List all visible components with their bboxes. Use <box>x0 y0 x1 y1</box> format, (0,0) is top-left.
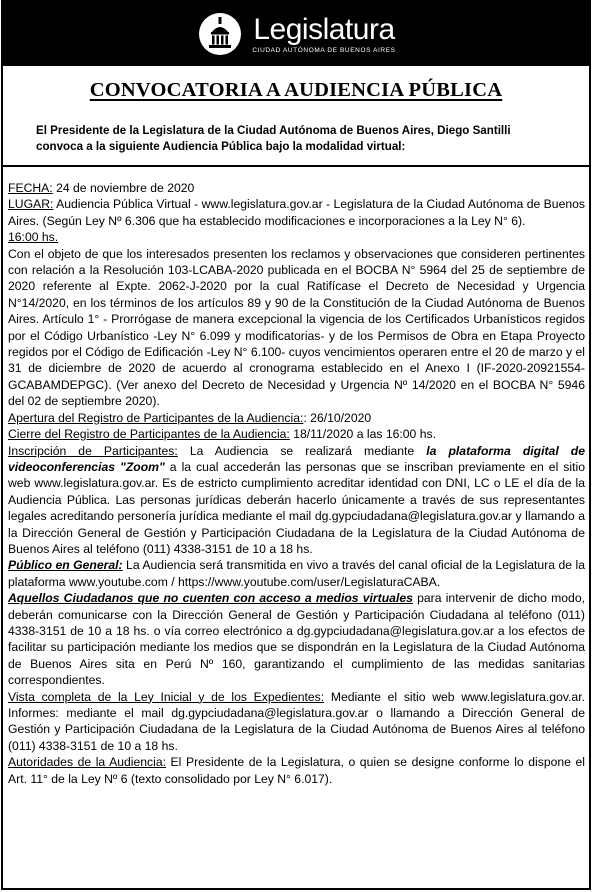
inscripcion-paragraph <box>8 443 585 558</box>
lugar-paragraph <box>8 196 585 229</box>
autoridades-paragraph <box>8 754 585 787</box>
autoridades-value: El Presidente de la Legislatura, o quien se designe conforme lo dispone el Art. 11° de la Ley Nº 6 (texto consolidado por Ley N° 6.017). <box>8 755 585 786</box>
cierre-value: 18/11/2020 a las 16:00 hs. <box>289 427 436 442</box>
cierre-label: Cierre del Registro de Participantes de la Audiencia: <box>8 427 290 442</box>
logo-name: Legislatura <box>253 12 395 46</box>
inscripcion-emphasis: la plataforma digital de videoconferencias "Zoom" <box>8 443 585 474</box>
fecha-value: 24 de noviembre de 2020 <box>52 181 195 195</box>
legislatura-logo <box>198 12 395 56</box>
lugar-label: LUGAR: <box>8 197 54 212</box>
fecha-line <box>8 180 585 196</box>
vista-paragraph <box>8 689 585 755</box>
cierre-line <box>8 426 585 442</box>
publico-value: La Audiencia será transmitida en vivo a través del canal oficial de la Legislatura de la plataforma www.youtube.com / https://www.youtube.com/user/LegislaturaCABA. <box>8 558 585 589</box>
hora-value: 16:00 hs. <box>8 230 59 245</box>
logo-subtitle: CIUDAD AUTÓNOMA DE BUENOS AIRES <box>252 46 396 54</box>
hora-line <box>8 229 585 245</box>
apertura-line <box>8 410 585 426</box>
publico-paragraph <box>8 557 585 590</box>
apertura-value: : 26/10/2020 <box>303 410 372 425</box>
notice-body <box>8 180 585 787</box>
sin-acceso-value: para intervenir de dicho modo, deberán comunicarse con la Dirección General de Gestión y Participación Ciudadana al teléfono (011) 4338-3151 de 10 a 18 hs. o vía correo electrónico a dg.gypciudadana@legislatura.gov.ar a los efectos de facilitar su participación mediante los medios que se dispondrán en la Legislatura de la Ciudad Autónoma de Buenos Aires sita en Perú Nº 160, garantizando el cumplimiento de las medidas sanitarias correspondientes. <box>8 591 586 688</box>
header-band <box>3 2 589 66</box>
sin-acceso-paragraph <box>8 590 585 688</box>
apertura-label: Apertura del Registro de Participantes de la Audiencia: <box>8 410 304 425</box>
fecha-label: FECHA: <box>8 181 53 195</box>
notice-frame <box>1 0 591 890</box>
intro-paragraph: El Presidente de la Legislatura de la Ciudad Autónoma de Buenos Aires, Diego Santilli convoca a la siguiente Audiencia Pública bajo la modalidad virtual: <box>36 124 511 153</box>
autoridades-label: Autoridades de la Audiencia: <box>8 755 166 770</box>
sin-acceso-label: Aquellos Ciudadanos que no cuenten con acceso a medios virtuales <box>8 591 413 606</box>
objeto-paragraph: Con el objeto de que los interesados presenten los reclamos y observaciones que consideren pertinentes con relación a la Resolución 103-LCABA-2020 publicada en el BOCBA N° 5964 del 25 de septiembre de 2020 referente al Expte. 2062-J-2020 por la cual Ratifícase el Decreto de Necesidad y Urgencia N°14/2020, en los términos de los artículos 89 y 90 de la Constitución de la Ciudad Autónoma de Buenos Aires. Artículo 1° - Prorrógase de manera excepcional la vigencia de los Certificados Urbanísticos regidos por el Código Urbanístico -Ley N° 6.099 y modificatorias- y de los Permisos de Obra en Etapa Proyecto regidos por el Código de Edificación -Ley N° 6.100- cuyos vencimientos operaren entre el 20 de marzo y el 31 de diciembre de 2020 de acuerdo al cronograma establecido en el Anexo I (IF-2020-20921554-GCABAMDEPGC). (Ver anexo del Decreto de Necesidad y Urgencia Nº 14/2020 en el BOCBA N° 5946 del 02 de septiembre 2020). <box>8 246 585 409</box>
inscripcion-pre: La Audiencia se realizará mediante <box>177 443 427 458</box>
legislature-building-emblem-icon <box>198 12 242 56</box>
vista-label: Vista completa de la Ley Inicial y de los Expedientes: <box>8 689 325 704</box>
inscripcion-label: Inscripción de Participantes: <box>8 443 178 458</box>
document-title-text: CONVOCATORIA A AUDIENCIA PÚBLICA <box>89 79 503 101</box>
vista-value: Mediante el sitio web www.legislatura.gov.ar. Informes: mediante el mail dg.gypciudadana@legislatura.gov.ar o llamando a Dirección General de Gestión y Participación Ciudadana de la Legislatura de la Ciudad Autónoma de Buenos Aires al teléfono (011) 4338-3151 de 10 a 18 hs. <box>8 689 585 753</box>
publico-label: Público en General: <box>8 558 123 573</box>
divider-rule <box>3 165 589 167</box>
lugar-value: Audiencia Pública Virtual - www.legislatura.gov.ar - Legislatura de la Ciudad Autónoma de Buenos Aires. (Según Ley Nº 6.306 que ha establecido modificaciones e incorporaciones a la Ley N° 6). <box>8 197 585 228</box>
inscripcion-post: a la cual accederán las personas que se inscriban previamente en el sitio web www.legislatura.gov.ar. Es de estricto cumplimiento acreditar identidad con DNI, LC o LE el día de la Audiencia Pública. Las personas jurídicas deberán hacerlo únicamente a través de sus representantes legales acreditando personería jurídica mediante el mail dg.gypciudadana@legislatura.gov.ar y llamando a la Dirección General de Gestión y Participación Ciudadana de la Legislatura de la Ciudad Autónoma de Buenos Aires al teléfono (011) 4338-3151 de 10 a 18 hs. <box>8 459 585 556</box>
document-title <box>3 79 589 102</box>
